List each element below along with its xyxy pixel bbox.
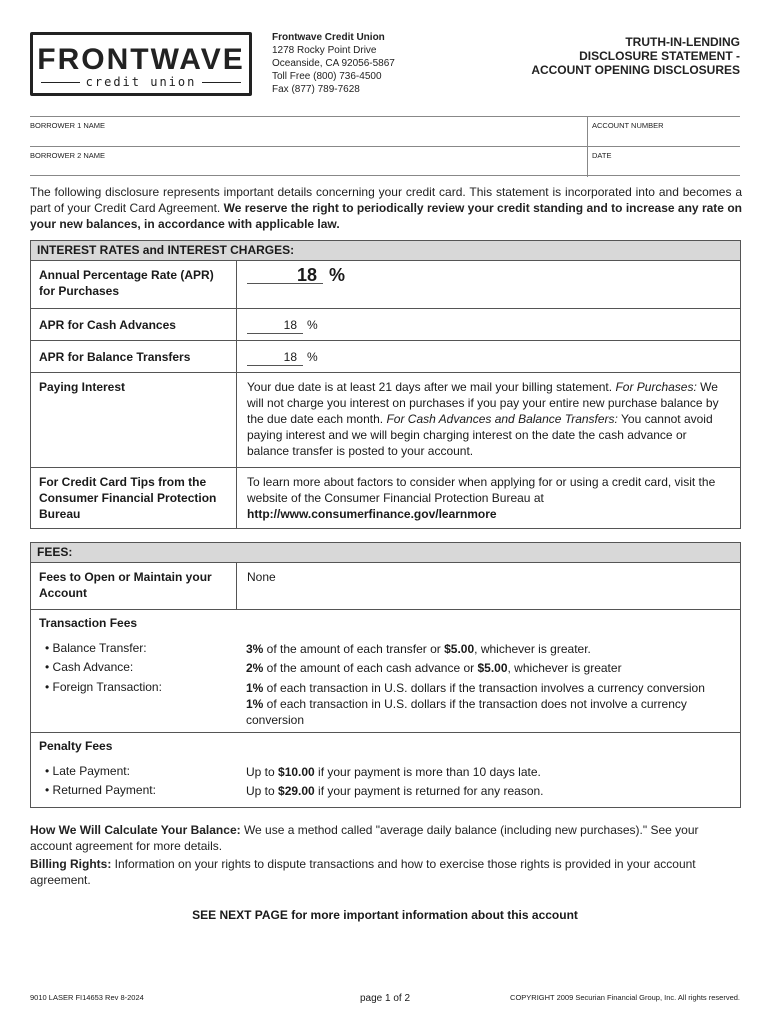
apr-balance-value: 18 bbox=[247, 349, 303, 366]
see-next-page-note: SEE NEXT PAGE for more important information about this account bbox=[192, 908, 578, 922]
address-line-1: 1278 Rocky Point Drive bbox=[272, 45, 377, 56]
document-title bbox=[500, 35, 740, 77]
ret-text-2: if your payment is returned for any reason. bbox=[314, 784, 544, 798]
balance-calc-label: How We Will Calculate Your Balance: bbox=[30, 823, 241, 837]
apr-purchases-label: Annual Percentage Rate (APR) for Purchases bbox=[39, 268, 214, 298]
paying-interest-label: Paying Interest bbox=[39, 380, 126, 394]
apr-balance-row bbox=[31, 341, 740, 373]
ret-amount: $29.00 bbox=[278, 784, 315, 798]
apr-cash-row bbox=[31, 309, 740, 341]
foreign-transaction-label: • Foreign Transaction: bbox=[45, 680, 162, 694]
late-text-2: if your payment is more than 10 days late. bbox=[314, 765, 541, 779]
bt-percent: 3% bbox=[246, 642, 264, 656]
late-payment-fee bbox=[246, 764, 732, 780]
cfpb-link[interactable]: http://www.consumerfinance.gov/learnmore bbox=[247, 507, 497, 521]
transaction-fees-row bbox=[31, 610, 740, 733]
penalty-fees-heading: Penalty Fees bbox=[39, 739, 113, 753]
apr-purchases-percent: % bbox=[329, 265, 346, 285]
borrower-1-name-field[interactable]: BORROWER 1 NAME bbox=[30, 121, 106, 130]
apr-purchases-cell bbox=[236, 261, 740, 308]
ca-text-2: , whichever is greater bbox=[507, 661, 622, 675]
title-line-1: TRUTH-IN-LENDING bbox=[625, 35, 740, 49]
balance-transfer-label: • Balance Transfer: bbox=[45, 641, 147, 655]
cash-advance-fee bbox=[246, 660, 732, 676]
ft-percent-2: 1% bbox=[246, 697, 264, 711]
bt-text-1: of the amount of each transfer or bbox=[263, 642, 445, 656]
apr-cash-percent: % bbox=[307, 318, 318, 332]
apr-balance-cell bbox=[236, 341, 740, 372]
logo-subtitle bbox=[41, 75, 241, 89]
apr-cash-label: APR for Cash Advances bbox=[39, 318, 176, 332]
intro-text: The following disclosure represents important details concerning your credit card. This statement is incorporated into and becomes a part of your Credit Card Agreement. bbox=[30, 185, 742, 215]
billing-rights-label: Billing Rights: bbox=[30, 857, 112, 871]
billing-rights-text: Information on your rights to dispute transactions and how to exercise those rights is provided in your account agreement. bbox=[30, 857, 696, 887]
apr-purchases-value: 18 bbox=[247, 267, 323, 284]
ca-percent: 2% bbox=[246, 661, 264, 675]
borrower-2-name-field[interactable]: BORROWER 2 NAME bbox=[30, 151, 106, 160]
penalty-fees-row bbox=[31, 733, 740, 807]
ca-text-1: of the amount of each cash advance or bbox=[263, 661, 478, 675]
paying-text-5: You cannot avoid paying interest and we will begin charging interest on the date the cash advance or balance transfer is posted to your account. bbox=[247, 412, 713, 458]
fees-table bbox=[30, 542, 741, 808]
paying-text-1: Your due date is at least 21 days after we mail your billing statement. bbox=[247, 380, 616, 394]
account-number-field[interactable]: ACCOUNT NUMBER bbox=[587, 117, 664, 147]
intro-paragraph bbox=[30, 184, 742, 232]
date-field[interactable]: DATE bbox=[587, 147, 611, 177]
copyright: COPYRIGHT 2009 Securian Financial Group, Inc. All rights reserved. bbox=[510, 993, 740, 1002]
title-line-3: ACCOUNT OPENING DISCLOSURES bbox=[531, 63, 740, 77]
form-id: 9010 LASER FI14653 Rev 8-2024 bbox=[30, 993, 144, 1002]
open-fees-row bbox=[31, 563, 740, 610]
logo-subtitle-text: credit union bbox=[85, 75, 197, 89]
cfpb-tips-text bbox=[236, 468, 740, 528]
ft-text-2: of each transaction in U.S. dollars if the transaction does not involve a currency conversion bbox=[246, 697, 687, 727]
cash-advance-label: • Cash Advance: bbox=[45, 660, 134, 674]
interest-table-heading: INTEREST RATES and INTEREST CHARGES: bbox=[31, 241, 740, 261]
late-payment-label: • Late Payment: bbox=[45, 764, 130, 778]
apr-balance-percent: % bbox=[307, 350, 318, 364]
cfpb-tips-label: For Credit Card Tips from the Consumer Financial Protection Bureau bbox=[39, 475, 217, 521]
ret-text-1: Up to bbox=[246, 784, 279, 798]
address-line-2: Oceanside, CA 92056-5867 bbox=[272, 58, 395, 69]
credit-union-address bbox=[272, 31, 395, 96]
paying-interest-row bbox=[31, 373, 740, 468]
apr-purchases-row bbox=[31, 261, 740, 309]
paying-text-3: We will not charge you interest on purchases if you pay your entire new purchase balance by the due date each month. bbox=[247, 380, 719, 426]
ca-amount: $5.00 bbox=[477, 661, 508, 675]
apr-cash-cell bbox=[236, 309, 740, 340]
foreign-transaction-fee bbox=[246, 680, 732, 728]
bt-text-2: , whichever is greater. bbox=[474, 642, 591, 656]
bt-amount: $5.00 bbox=[444, 642, 475, 656]
ft-text-1: of each transaction in U.S. dollars if the transaction involves a currency conversion bbox=[263, 681, 705, 695]
fax-number: Fax (877) 789-7628 bbox=[272, 84, 360, 95]
balance-transfer-fee bbox=[246, 641, 732, 657]
returned-payment-label: • Returned Payment: bbox=[45, 783, 156, 797]
balance-calc-text: We use a method called "average daily balance (including new purchases)." See your account agreement for more details. bbox=[30, 823, 699, 853]
credit-union-name: Frontwave Credit Union bbox=[272, 32, 385, 43]
borrower-2-row bbox=[30, 146, 740, 176]
paying-text-2: For Purchases: bbox=[615, 380, 697, 394]
cfpb-tips-description: To learn more about factors to consider when applying for or using a credit card, visit the website of the Consumer Financial Protection Bureau at bbox=[247, 475, 716, 505]
apr-balance-label: APR for Balance Transfers bbox=[39, 350, 191, 364]
paying-interest-text bbox=[236, 373, 740, 467]
frontwave-logo bbox=[30, 32, 252, 96]
cfpb-tips-row bbox=[31, 468, 740, 528]
intro-bold-text: We reserve the right to periodically review your credit standing and to increase any rate on your new balances, in accordance with applicable law. bbox=[30, 201, 742, 231]
returned-payment-fee bbox=[246, 783, 732, 799]
fees-table-heading: FEES: bbox=[31, 543, 740, 563]
logo-wordmark: FRONTWAVE bbox=[37, 43, 245, 76]
late-amount: $10.00 bbox=[278, 765, 315, 779]
billing-rights-note bbox=[30, 856, 742, 888]
toll-free-phone: Toll Free (800) 736-4500 bbox=[272, 71, 382, 82]
transaction-fees-heading: Transaction Fees bbox=[39, 616, 138, 630]
page-number: page 1 of 2 bbox=[359, 993, 411, 1004]
logo-rule-left bbox=[41, 82, 80, 83]
title-line-2: DISCLOSURE STATEMENT - bbox=[579, 49, 740, 63]
apr-cash-value: 18 bbox=[247, 317, 303, 334]
ft-percent-1: 1% bbox=[246, 681, 264, 695]
logo-rule-right bbox=[202, 82, 241, 83]
open-fees-label: Fees to Open or Maintain your Account bbox=[39, 570, 212, 600]
borrower-1-row bbox=[30, 116, 740, 146]
late-text-1: Up to bbox=[246, 765, 279, 779]
interest-rates-table bbox=[30, 240, 741, 529]
paying-text-4: For Cash Advances and Balance Transfers: bbox=[386, 412, 618, 426]
balance-calculation-note bbox=[30, 822, 742, 854]
open-fees-value: None bbox=[236, 563, 740, 609]
